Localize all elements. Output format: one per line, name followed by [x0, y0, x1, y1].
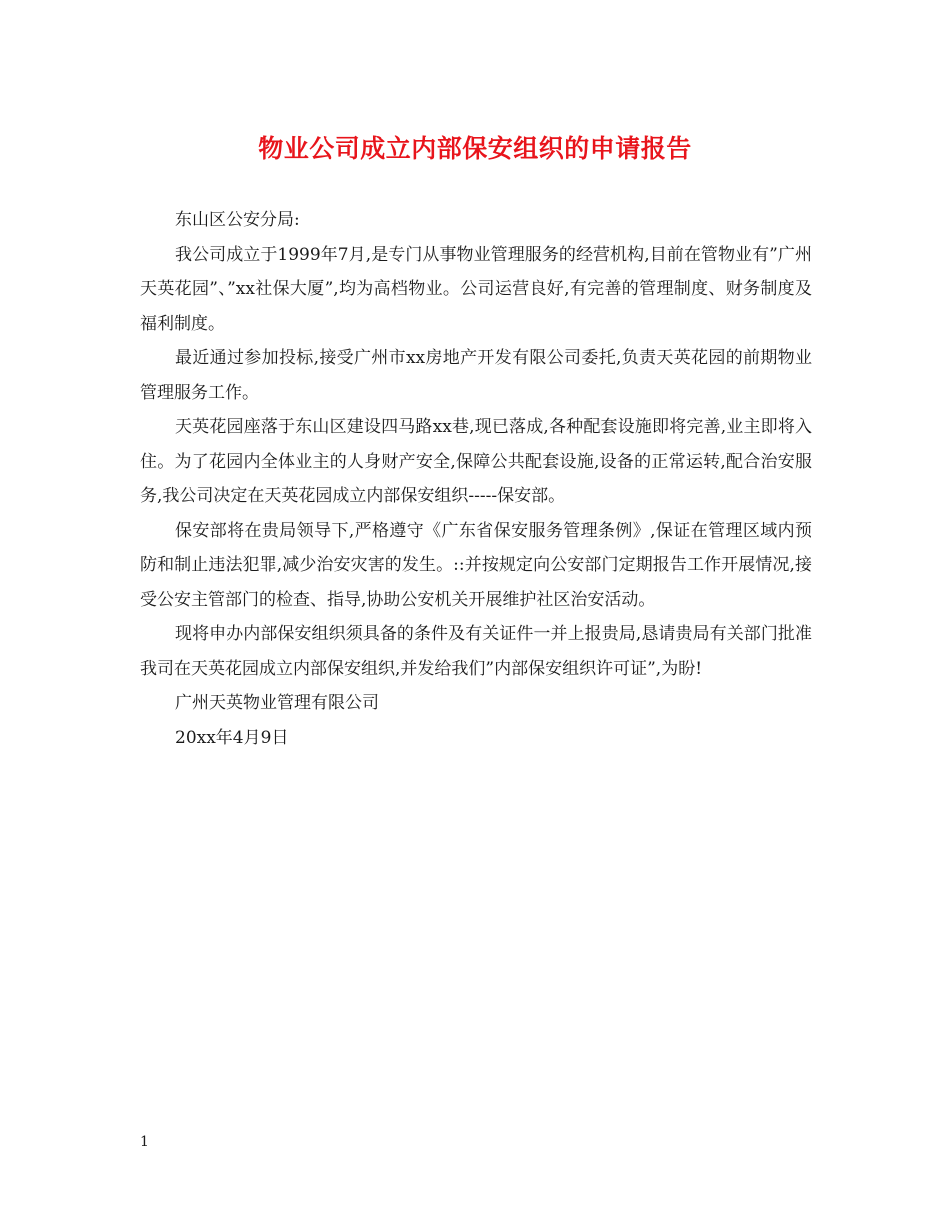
page-number: 1	[140, 1134, 149, 1150]
paragraph-2: 最近通过参加投标,接受广州市xx房地产开发有限公司委托,负责天英花园的前期物业管理服务工作。	[140, 348, 812, 403]
paragraph-1: 我公司成立于1999年7月,是专门从事物业管理服务的经营机构,目前在管物业有”广州天英花园”、”xx社保大厦”,均为高档物业。公司运营良好,有完善的管理制度、财务制度及福利制度。	[140, 244, 812, 334]
signature-date: 20xx年4月9日	[175, 727, 289, 748]
paragraph-3: 天英花园座落于东山区建设四马路xx巷,现已落成,各种配套设施即将完善,业主即将入住。为了花园内全体业主的人身财产安全,保障公共配套设施,设备的正常运转,配合治安服务,我公司决定在天英花园成立内部保安组织-----保安部。	[140, 417, 812, 506]
document-title: 物业公司成立内部保安组织的申请报告	[258, 134, 692, 163]
salutation: 东山区公安分局:	[175, 210, 300, 230]
signature-company: 广州天英物业管理有限公司	[175, 693, 379, 713]
document-body	[140, 203, 812, 755]
paragraph-5: 现将申办内部保安组织须具备的条件及有关证件一并上报贵局,恳请贵局有关部门批准我司在天英花园成立内部保安组织,并发给我们”内部保安组织许可证”,为盼!	[140, 624, 812, 679]
paragraph-4: 保安部将在贵局领导下,严格遵守《广东省保安服务管理条例》,保证在管理区域内预防和制止违法犯罪,减少治安灾害的发生。::并按规定向公安部门定期报告工作开展情况,接受公安主管部门的检查、指导,协助公安机关开展维护社区治安活动。	[140, 520, 812, 610]
